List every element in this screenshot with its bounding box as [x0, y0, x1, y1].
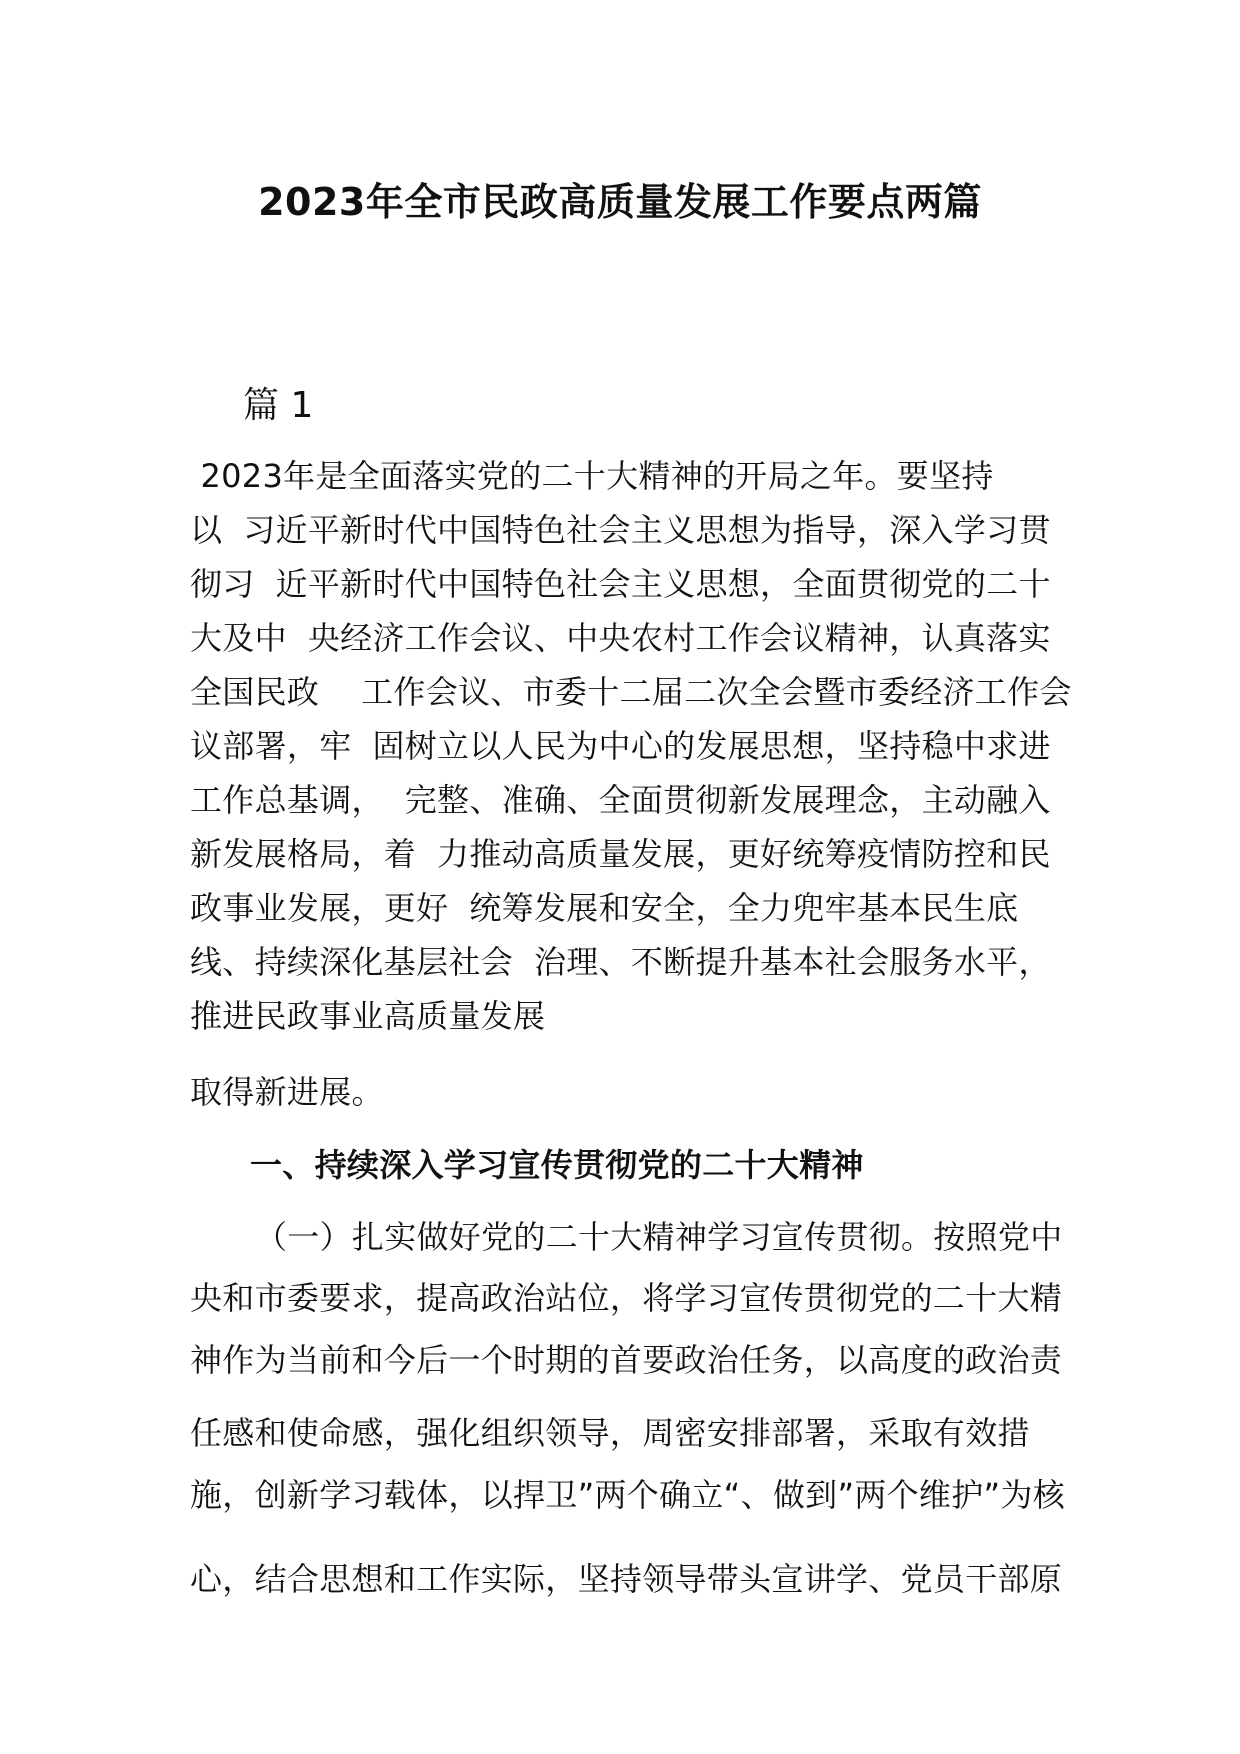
paragraph-line: 推进民政事业高质量发展: [190, 997, 546, 1035]
paragraph-line: 政事业发展，更好 统筹发展和安全，全力兜牢基本民生底: [190, 889, 1019, 927]
paragraph-line: 心，结合思想和工作实际，坚持领导带头宣讲学、党员干部原: [190, 1560, 1063, 1598]
paragraph-line: 神作为当前和今后一个时期的首要政治任务，以高度的政治责: [190, 1341, 1063, 1379]
paragraph-line: 任感和使命感，强化组织领导，周密安排部署，采取有效措: [190, 1414, 1030, 1452]
paragraph-line: （一）扎实做好党的二十大精神学习宣传贯彻。按照党中: [255, 1218, 1063, 1256]
section-label: 篇 1: [243, 385, 314, 426]
paragraph-line: 线、持续深化基层社会 治理、不断提升基本社会服务水平，: [190, 943, 1051, 981]
paragraph-line: 2023年是全面落实党的二十大精神的开局之年。要坚持: [190, 457, 994, 495]
paragraph-line: 央和市委要求，提高政治站位，将学习宣传贯彻党的二十大精: [190, 1279, 1063, 1317]
paragraph-line: 全国民政 工作会议、市委十二届二次全会暨市委经济工作会: [190, 673, 1072, 711]
document-title: 2023年全市民政高质量发展工作要点两篇: [258, 180, 982, 224]
paragraph-line: 施，创新学习载体，以捍卫”两个确立“、做到”两个维护”为核: [190, 1476, 1066, 1514]
paragraph-line: 工作总基调， 完整、准确、全面贯彻新发展理念，主动融入: [190, 781, 1051, 819]
paragraph-line: 彻习 近平新时代中国特色社会主义思想，全面贯彻党的二十: [190, 565, 1051, 603]
paragraph-line: 新发展格局，着 力推动高质量发展，更好统筹疫情防控和民: [190, 835, 1051, 873]
paragraph-line: 取得新进展。: [190, 1073, 384, 1111]
paragraph-line: 大及中 央经济工作会议、中央农村工作会议精神，认真落实: [190, 619, 1051, 657]
paragraph-line: 以 习近平新时代中国特色社会主义思想为指导，深入学习贯: [190, 511, 1051, 549]
section-heading: 一、持续深入学习宣传贯彻党的二十大精神: [250, 1146, 864, 1184]
paragraph-line: 议部署，牢 固树立以人民为中心的发展思想，坚持稳中求进: [190, 727, 1051, 765]
